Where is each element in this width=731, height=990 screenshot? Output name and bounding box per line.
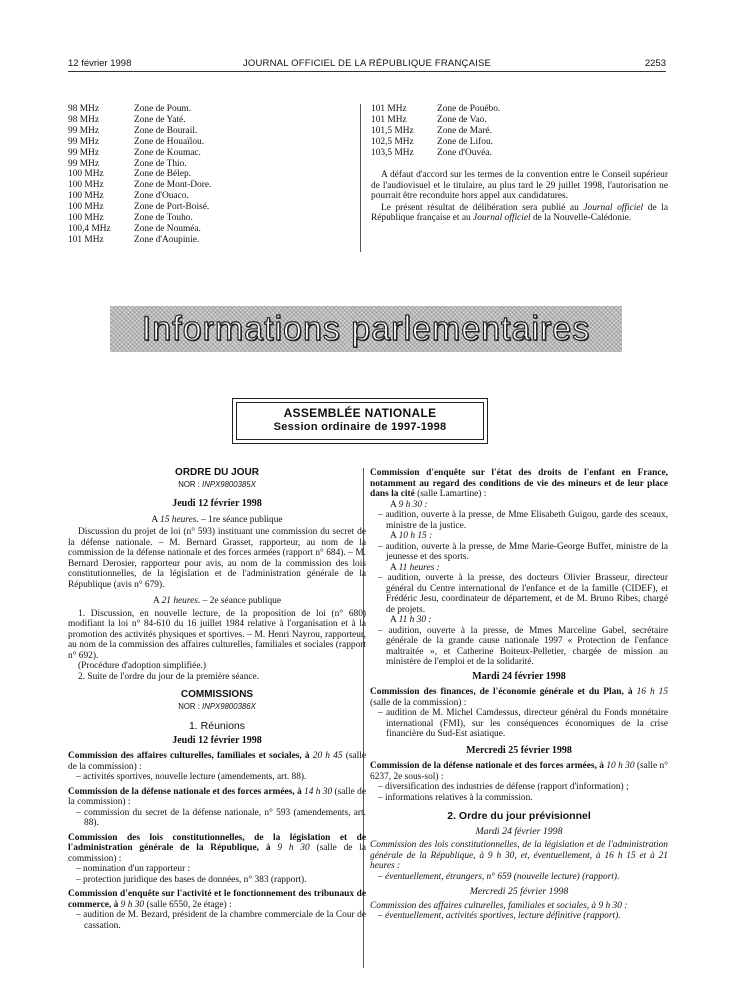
commission-title <box>68 889 366 910</box>
frequency-row <box>371 115 500 126</box>
zone-name: Zone d'Ouaco. <box>134 191 189 202</box>
audition-text: – audition, ouverte à la presse, de Mme Marie-George Buffet, ministre de la jeunesse et des sports. <box>378 541 668 562</box>
session-2-procedure: (Procédure d'adoption simplifiée.) <box>78 661 206 671</box>
commission-agenda-line: – nomination d'un rapporteur : <box>76 864 191 874</box>
commission-name: Commission d'enquête sur l'activité et le fonctionnement des tribunaux de commerce, à <box>68 889 366 910</box>
zone-name: Zone de Port-Boisé. <box>134 202 210 213</box>
commission-items <box>68 751 366 931</box>
zone-name: Zone de Houaïlou. <box>134 136 205 147</box>
zone-name: Zone de Poum. <box>134 104 192 114</box>
ordre-heading: ORDRE DU JOUR <box>175 467 259 478</box>
frequency-row <box>68 126 211 137</box>
commissions-date: Jeudi 12 février 1998 <box>172 734 262 746</box>
frequency-value: 100 MHz <box>68 191 104 202</box>
enquete-enfant-title: Commission d'enquête sur l'état des droits de l'enfant en France, notamment au regard des conditions de vie des mineurs et de leur place dans la cité (salle Lamartine) : <box>370 468 668 499</box>
banner-title: Informations parlementaires <box>141 310 591 348</box>
audition-text: – audition, ouverte à la presse, de Mmes Marceline Gabel, secrétaire générale de la grande cause nationale 1997 « Protection de l'enfance maltraitée », et Catherine Boiteux-Pelletier, chargée de mission au ministère de l'emploi et de la solidarité. <box>378 625 668 667</box>
assembly-box <box>232 398 488 444</box>
audition-text: – audition, ouverte à la presse, des docteurs Olivier Brasseur, directeur général du Centre international de l'enfance et de la famille (CIDEF), et Frédéric Jesu, coordinateur de département, et de M. Bruno Ribes, chargé de projets. <box>378 573 668 615</box>
commission-agenda-line: – commission du secret de la défense nationale, n° 593 (amendements, art. 88). <box>76 807 366 828</box>
header-title: JOURNAL OFFICIEL DE LA RÉPUBLIQUE FRANÇAISE <box>242 58 492 69</box>
page-number: 2253 <box>644 58 666 69</box>
frequency-value: 100 MHz <box>68 202 104 213</box>
commission-name: Commission de la défense nationale et des forces armées, à <box>68 786 305 797</box>
prev-date-1: Mardi 24 février 1998 <box>475 825 563 837</box>
date-mercredi-25: Mercredi 25 février 1998 <box>466 744 572 756</box>
commission-time: 14 h 30 <box>304 786 333 797</box>
session-2-text: 1. Discussion, en nouvelle lecture, de la proposition de loi (n° 680) modifiant la loi n° 84-610 du 16 juillet 1984 relative à l'organisation et à la promotion des activités physiques et sportives. – M. Henri Nayrou, rapporteur, au nom de la commission des affaires culturelles, familiales et sociales (rapport n° 692). <box>68 608 366 661</box>
frequency-value: 98 MHz <box>68 104 99 114</box>
frequency-value: 103,5 MHz <box>371 147 414 158</box>
frequency-row <box>68 224 211 235</box>
defense-line-2: – informations relatives à la commission. <box>378 792 533 803</box>
ordre-nor: NOR : INPX9800385X <box>178 479 256 489</box>
assembly-title: ASSEMBLÉE NATIONALE <box>283 406 437 420</box>
frequency-value: 100 MHz <box>68 180 104 191</box>
ordre-date: Jeudi 12 février 1998 <box>172 498 262 509</box>
finances-title: Commission des finances, de l'économie générale et du Plan, à 16 h 15 (salle de la commission) : <box>370 687 668 708</box>
prev-text-2: Commission des affaires culturelles, familiales et sociales, à 9 h 30 : <box>370 900 628 911</box>
audition-time: A 10 h 15 : <box>390 531 433 541</box>
frequency-value: 99 MHz <box>68 147 99 158</box>
frequency-value: 101 MHz <box>68 234 104 245</box>
deliberation-text <box>371 170 668 225</box>
commission-agenda-line: – activités sportives, nouvelle lecture (amendements, art. 88). <box>76 772 307 782</box>
frequency-row <box>371 126 500 137</box>
session-1-line: A 15 heures. – 1re séance publique <box>151 514 283 525</box>
zone-name: Zone de Vao. <box>437 114 487 125</box>
right-column <box>370 468 668 922</box>
zone-name: Zone de Bélep. <box>134 169 192 180</box>
frequency-row <box>371 137 500 148</box>
frequency-row <box>68 169 211 180</box>
page-header <box>68 58 666 72</box>
prev-line-2: – éventuellement, activités sportives, lecture définitive (rapport). <box>378 911 621 921</box>
session-title: Session ordinaire de 1997-1998 <box>273 421 447 433</box>
left-column <box>68 468 366 931</box>
commission-name: Commission des affaires culturelles, familiales et sociales, à <box>68 751 313 761</box>
audition-time: A 11 h 30 : <box>390 615 432 625</box>
frequency-row <box>68 191 211 202</box>
commissions-nor: NOR : INPX9800386X <box>178 701 256 711</box>
zone-name: Zone de Lifou. <box>437 136 493 147</box>
audition-time-value: 9 h 30 : <box>398 499 428 510</box>
frequency-list-right <box>371 104 500 159</box>
zone-name: Zone de Maré. <box>437 125 492 136</box>
paragraph-default-agreement: A défaut d'accord sur les termes de la convention entre le Conseil supérieur de l'audiovisuel et le titulaire, au plus tard le 29 juillet 1998, l'autorisation ne pourrait être reconduite hors appel aux candidatures. <box>371 170 668 202</box>
frequency-value: 102,5 MHz <box>371 136 414 147</box>
frequency-value: 99 MHz <box>68 125 99 136</box>
previsionnel-heading: 2. Ordre du jour prévisionnel <box>447 810 591 822</box>
commission-room: (salle de la commission) : <box>68 751 366 772</box>
frequency-list-left <box>68 104 211 246</box>
frequency-value: 101 MHz <box>371 114 407 125</box>
audition-time-value: 10 h 15 : <box>398 531 433 541</box>
frequency-row <box>68 159 211 170</box>
frequency-value: 100,4 MHz <box>68 223 111 234</box>
session-2-item2: 2. Suite de l'ordre du jour de la première séance. <box>78 671 260 682</box>
frequency-row <box>68 213 211 224</box>
frequency-value: 99 MHz <box>68 158 99 169</box>
commission-name: Commission des lois constitutionnelles, de la législation et de l'administration générale de la République, à <box>68 832 366 853</box>
commission-time: 9 h 30 <box>120 899 145 910</box>
frequency-row <box>371 104 500 115</box>
session-1-text: Discussion du projet de loi (n° 593) instituant une commission du secret de la défense nationale. – M. Bernard Grasset, rapporteur, au nom de la commission de la défense nationale et des forces armées (rapport n° 684). – M. Bernard Derosier, rapporteur pour avis, au nom de la commission des lois constitutionnelles, de la législation et de l'administration générale de la République (avis n° 679). <box>68 527 366 590</box>
prev-line-1: – éventuellement, étrangers, n° 659 (nouvelle lecture) (rapport). <box>378 871 620 882</box>
audition-time: A 9 h 30 : <box>390 499 428 510</box>
zone-name: Zone de Nouméa. <box>134 223 201 234</box>
header-rule <box>68 71 666 72</box>
commission-time: 20 h 45 <box>312 751 343 761</box>
frequency-value: 101,5 MHz <box>371 125 414 136</box>
session-2-line: A 21 heures. – 2e séance publique <box>152 596 282 606</box>
defense-title: Commission de la défense nationale et des forces armées, à 10 h 30 (salle n° 6237, 2e sous-sol) : <box>370 761 668 782</box>
frequency-value: 101 MHz <box>371 104 407 114</box>
paragraph-publication: Le présent résultat de délibération sera publié au Journal officiel de la République française et au Journal officiel de la Nouvelle-Calédonie. <box>371 202 668 224</box>
commission-agenda-line: – audition de M. Bezard, président de la chambre commerciale de la Cour de cassation. <box>76 910 366 931</box>
frequency-value: 98 MHz <box>68 114 99 125</box>
commission-time: 9 h 30 <box>277 843 310 853</box>
frequency-row <box>68 115 211 126</box>
header-date: 12 février 1998 <box>68 58 132 69</box>
prev-date-2: Mercredi 25 février 1998 <box>469 886 569 897</box>
frequency-row <box>68 235 211 246</box>
audition-time-value: 11 h 30 : <box>398 615 432 625</box>
audition-time-value: 11 heures : <box>398 562 440 573</box>
frequency-value: 100 MHz <box>68 213 104 224</box>
zone-name: Zone de Yaté. <box>134 114 186 125</box>
commission-title <box>68 751 366 772</box>
audition-time: A 11 heures : <box>390 562 440 573</box>
zone-name: Zone de Pouébo. <box>437 104 501 114</box>
frequency-value: 99 MHz <box>68 136 99 147</box>
commissions-heading: COMMISSIONS <box>180 689 254 700</box>
frequency-row <box>68 180 211 191</box>
section-banner <box>110 306 622 352</box>
commission-agenda-line: – protection juridique des bases de données, n° 383 (rapport). <box>76 874 307 885</box>
frequency-row <box>68 202 211 213</box>
frequency-row <box>68 137 211 148</box>
auditions-list <box>370 500 668 668</box>
date-mardi-24: Mardi 24 février 1998 <box>472 670 566 682</box>
commission-title <box>68 833 366 865</box>
prev-text-1: Commission des lois constitutionnelles, de la législation et de l'administration générale de la République, à 9 h 30, et, éventuellement, à 16 h 15 et à 21 heures : <box>370 840 668 871</box>
frequency-row <box>68 148 211 159</box>
commission-title <box>68 787 366 808</box>
frequency-row <box>371 148 500 159</box>
zone-name: Zone de Mont-Dore. <box>134 180 212 191</box>
zone-name: Zone d'Aoupinie. <box>134 234 200 245</box>
audition-text: – audition, ouverte à la presse, de Mme Elisabeth Guigou, garde des sceaux, ministre de la justice. <box>378 510 668 531</box>
commission-room: (salle de la commission) : <box>68 843 367 864</box>
column-divider-top <box>360 104 361 252</box>
reunions-heading: 1. Réunions <box>188 720 246 732</box>
frequency-row <box>68 104 211 115</box>
commission-room: (salle de la commission) : <box>68 786 366 807</box>
zone-name: Zone de Thio. <box>134 158 187 169</box>
frequency-value: 100 MHz <box>68 169 104 180</box>
zone-name: Zone de Koumac. <box>134 147 201 158</box>
finances-text: – audition de M. Michel Camdessus, directeur général du Fonds monétaire international (FMI), sur les conséquences économiques de la crise financière du Sud-Est asiatique. <box>378 708 668 739</box>
zone-name: Zone de Touho. <box>134 213 193 224</box>
defense-line-1: – diversification des industries de défense (rapport d'information) ; <box>378 782 629 792</box>
zone-name: Zone de Bourail. <box>134 125 198 136</box>
zone-name: Zone d'Ouvéa. <box>437 147 492 158</box>
commission-room: (salle 6550, 2e étage) : <box>144 899 232 910</box>
